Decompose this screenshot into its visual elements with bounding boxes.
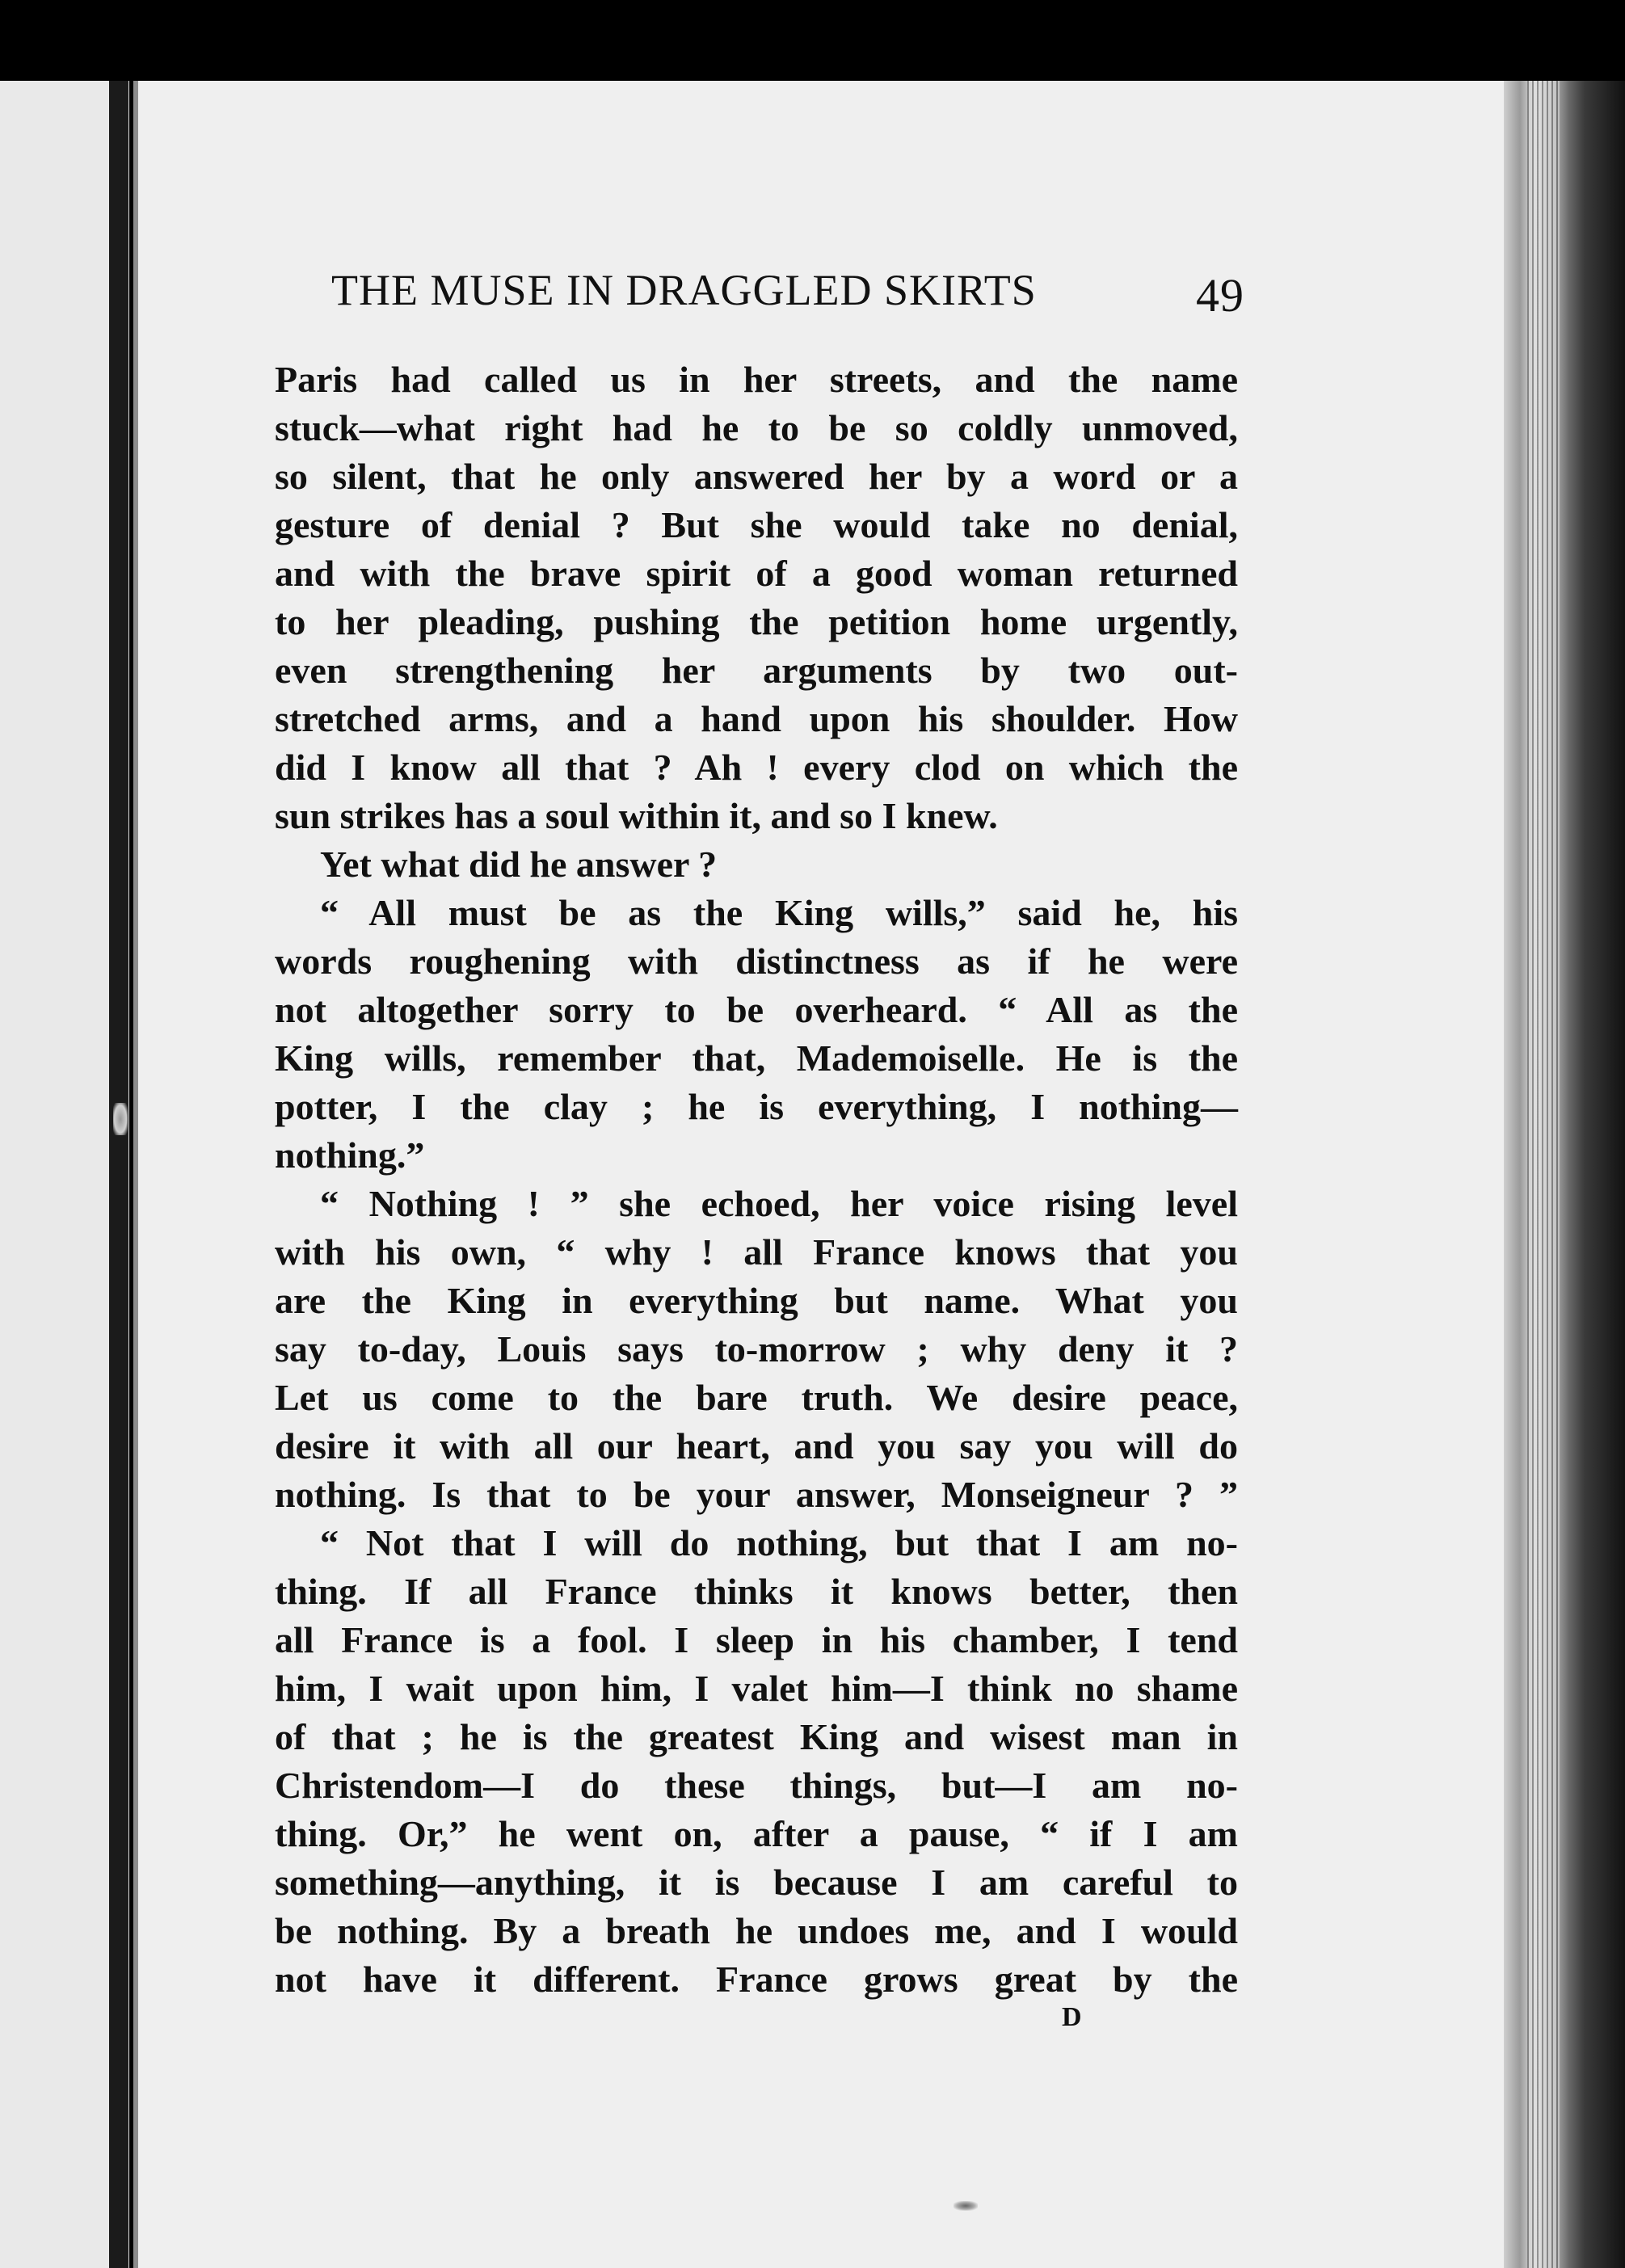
margin-smudge (113, 1103, 128, 1135)
text-line: him, I wait upon him, I valet him—I think no shame (275, 1668, 1238, 1709)
text-line: Let us come to the bare truth. We desire peace, (275, 1377, 1238, 1418)
text-line: thing. Or,” he went on, after a pause, “ if I am (275, 1813, 1238, 1854)
bottom-smudge (954, 2201, 978, 2211)
page-number: 49 (1196, 269, 1244, 322)
text-line: did I know all that ? Ah ! every clod on which the (275, 747, 1238, 788)
right-page-edges (1504, 81, 1625, 2268)
text-line: King wills, remember that, Mademoiselle. He is the (275, 1037, 1238, 1079)
text-line: potter, I the clay ; he is everything, I nothing— (275, 1086, 1238, 1127)
text-line: stuck—what right had he to be so coldly unmoved, (275, 407, 1238, 448)
text-line: even strengthening her arguments by two out- (275, 650, 1238, 691)
text-line: Yet what did he answer ? (320, 844, 718, 885)
body-text (275, 356, 1238, 2004)
text-line: nothing. Is that to be your answer, Monseigneur ? ” (275, 1474, 1238, 1515)
text-line: are the King in everything but name. What you (275, 1280, 1238, 1321)
running-head (331, 265, 1244, 330)
text-line: nothing.” (275, 1134, 425, 1176)
running-head-title: THE MUSE IN DRAGGLED SKIRTS (331, 266, 1037, 314)
text-line: stretched arms, and a hand upon his shoulder. How (275, 698, 1238, 739)
text-line: all France is a fool. I sleep in his chamber, I tend (275, 1619, 1238, 1660)
text-line: and with the brave spirit of a good woman returned (275, 553, 1238, 594)
signature-mark: D (1062, 2002, 1082, 2032)
text-line: Christendom—I do these things, but—I am no- (275, 1765, 1238, 1806)
text-line: not altogether sorry to be overheard. “ All as the (275, 989, 1238, 1030)
right-page-edge-lines (1527, 81, 1560, 2268)
text-line: thing. If all France thinks it knows better, then (275, 1571, 1238, 1612)
scan-top-border (0, 0, 1625, 81)
text-line: “ All must be as the King wills,” said he, his (320, 892, 1238, 933)
text-line: so silent, that he only answered her by a word or a (275, 456, 1238, 497)
text-line: sun strikes has a soul within it, and so I knew. (275, 795, 998, 836)
text-line: something—anything, it is because I am careful to (275, 1862, 1238, 1903)
text-line: to her pleading, pushing the petition home urgently, (275, 601, 1238, 642)
text-line: gesture of denial ? But she would take no denial, (275, 504, 1238, 545)
text-line: be nothing. By a breath he undoes me, and I would (275, 1910, 1238, 1951)
text-line: words roughening with distinctness as if he were (275, 940, 1238, 982)
text-line: say to-day, Louis says to-morrow ; why deny it ? (275, 1328, 1238, 1370)
text-line: of that ; he is the greatest King and wisest man in (275, 1716, 1238, 1757)
text-line: with his own, “ why ! all France knows that you (275, 1231, 1238, 1273)
book-gutter (109, 81, 128, 2268)
text-line: “ Not that I will do nothing, but that I am no- (320, 1522, 1238, 1563)
text-line: desire it with all our heart, and you say you will do (275, 1425, 1238, 1466)
text-line: “ Nothing ! ” she echoed, her voice rising level (320, 1183, 1238, 1224)
text-line: Paris had called us in her streets, and the name (275, 359, 1238, 400)
text-line: not have it different. France grows great by the (275, 1959, 1238, 2000)
